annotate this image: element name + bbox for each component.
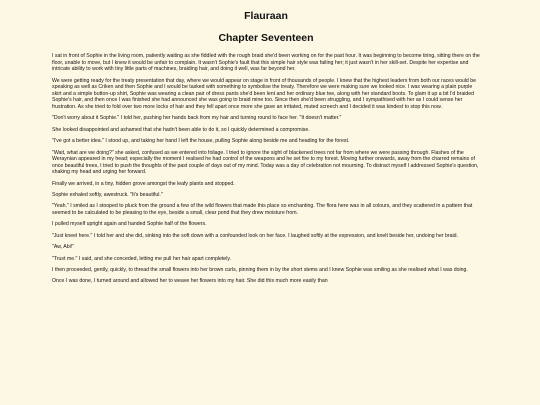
chapter-title: Chapter Seventeen	[218, 32, 314, 44]
story-paragraph: "Wait, what are we doing?" she asked, confused as we entered into foliage. I tried to ignore the sight of blackened trees not far from where we were passing through. Flashes of the Weraynian appeared in my head; especially the moment I realised he had control of the weapons and he set fire to my forest. Moving further onwards, away from the charred remains of once beautiful trees, I tried to push the thoughts of the past couple of days out of my mind. Today was a day of celebration not mourning. To distract myself I addressed Sophie's question, shaking my head and urging her forward.	[52, 149, 479, 176]
story-paragraph: I then proceeded, gently, quickly, to thread the small flowers into her brown curls, pinning them in by the short stems and I knew Sophie was smiling as she realised what I was doing.	[52, 267, 468, 274]
story-paragraph: We were getting ready for the treaty presentation that day, where we would appear on stage in front of thousands of people. I knew that the highest leaders from both our races would be speaking as well as Criken and then Sophie and I would be tasked with something to symbolise the treaty. Therefore we were making sure we looked nice. I was wearing a plain purple skirt and a simple button-up shirt, Sophie was wearing a clean pair of dress pants she'd been lent and her ordinary blue tee, along with her standard boots. To glam it up a bit I'd braided Sophie's hair, and then once I was finished she had announced she was going to braid mine too. Since then she'd been struggling, and I sympathised with her as I could sense her frustration. As she tried to fold over two more locks of hair and they fell apart once more she gave an irritated, muted screech and I decided it was kindest to stop this now.	[52, 77, 476, 110]
story-paragraph: Once I was done, I turned around and allowed her to weave her flowers into my hair. She did this much more easily than	[52, 278, 328, 285]
story-paragraph: "Don't worry about it Sophie." I told her, pushing her hands back from my hair and turning round to face her. "It doesn't matter."	[52, 115, 342, 122]
story-paragraph: She looked disappointed and ashamed that she hadn't been able to do it, so I quickly determined a compromise.	[52, 126, 310, 133]
story-paragraph: "Aw, Abi!"	[52, 244, 75, 251]
story-paragraph: Sophie exhaled softly, awestruck. "It's beautiful."	[52, 192, 163, 199]
story-body	[52, 53, 480, 285]
story-paragraph: I pulled myself upright again and handed Sophie half of the flowers.	[52, 221, 207, 228]
story-paragraph: "I've got a better idea." I stood up, and taking her hand I left the house, pulling Sophie along beside me and heading for the forest.	[52, 138, 350, 145]
story-paragraph: "Just kneel here." I told her and she did, sinking into the soft down with a confounded look on her face. I laughed softly at the expression, and knelt beside her, undoing her braid.	[52, 232, 458, 239]
story-paragraph: "Yeah." I smiled as I stooped to pluck from the ground a few of the wild flowers that made this place so enchanting. The flora here was in all colours, and they scattered in a pattern that seemed to be calculated to be pleasing to the eye, beside a small, clear pond that they drew moisture from.	[52, 203, 473, 217]
story-title: Flauraan	[244, 10, 288, 22]
story-paragraph: Finally we arrived, in a tiny, hidden grove amongst the leafy plants and stopped.	[52, 180, 235, 187]
story-paragraph: "Trust me." I said, and she conceded, letting me pull her hair apart completely.	[52, 255, 231, 262]
story-paragraph: I sat in front of Sophie in the living room, patiently waiting as she fiddled with the rough braid she'd been working on for the past hour. It was beginning to become tiring, sitting there on the floor, unable to move, but I knew it would be unfair to complain. It wasn't Sophie's fault that this simple hair style was failing her; it just wasn't in her skill-set. Despite her expertise and intricate ability to work with tiny little parts of machines, braiding hair, and doing it well, was far beyond her.	[52, 53, 480, 73]
